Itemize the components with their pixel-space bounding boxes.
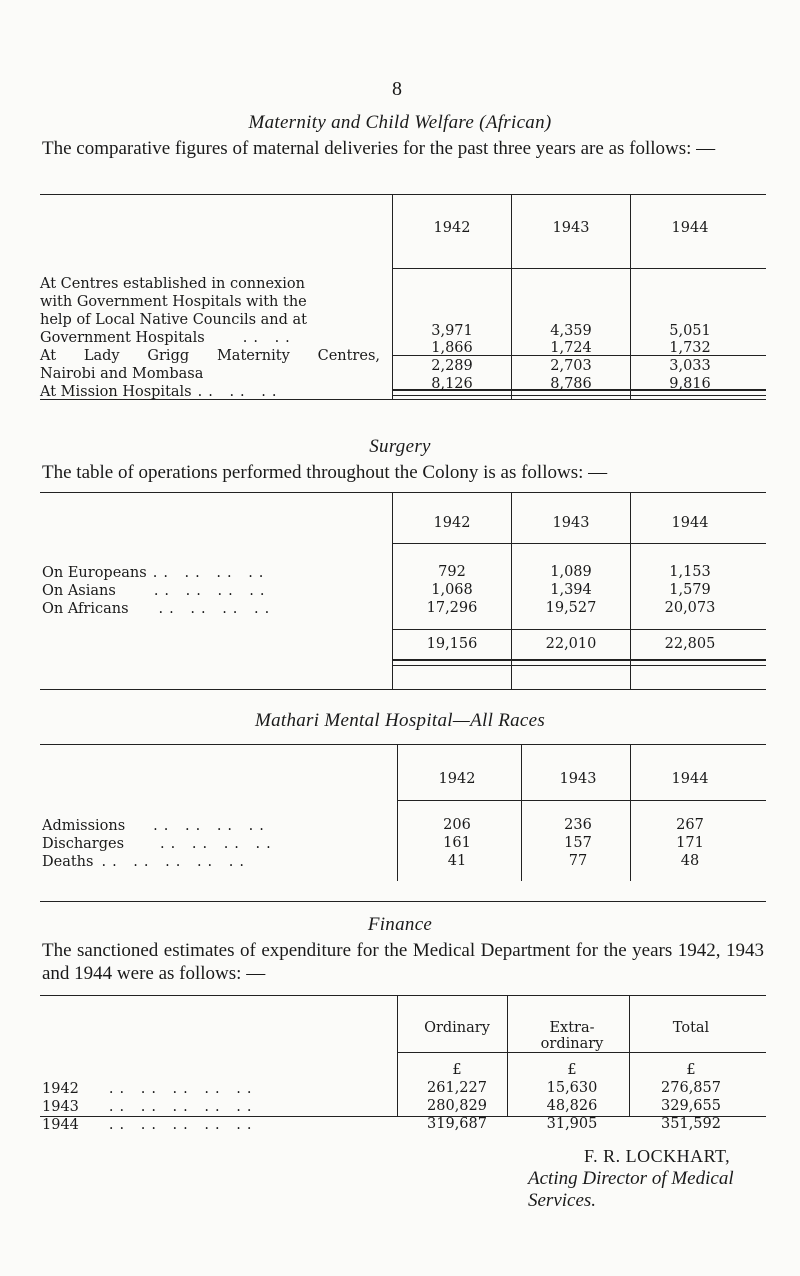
surgery-value: 17,296	[426, 600, 478, 616]
finance-value: 48,826	[546, 1098, 598, 1114]
finance-currency: £	[686, 1062, 696, 1078]
maternity-value: 4,359	[550, 323, 592, 339]
mathari-value: 48	[680, 853, 700, 869]
maternity-value: 2,703	[550, 358, 592, 374]
finance-value: 31,905	[546, 1116, 598, 1132]
finance-col-total: Total	[672, 1020, 710, 1036]
maternity-value: 1,724	[550, 340, 592, 356]
surgery-row-label: On Asians .. .. .. ..	[42, 583, 271, 599]
maternity-total: 8,786	[550, 376, 592, 392]
finance-value: 15,630	[546, 1080, 598, 1096]
surgery-value: 1,089	[550, 564, 592, 580]
mathari-value: 157	[564, 835, 592, 851]
surgery-value: 792	[438, 564, 466, 580]
mathari-year-1944: 1944	[671, 771, 709, 787]
mathari-value: 41	[447, 853, 467, 869]
mathari-value: 236	[564, 817, 592, 833]
mathari-year-1943: 1943	[559, 771, 597, 787]
finance-value: 319,687	[427, 1116, 487, 1132]
maternity-year-1943: 1943	[552, 220, 590, 236]
maternity-value: 5,051	[669, 323, 711, 339]
surgery-year-1942: 1942	[433, 515, 471, 531]
surgery-row-label: On Europeans .. .. .. ..	[42, 565, 270, 581]
maternity-total: 9,816	[669, 376, 711, 392]
maternity-value: 3,033	[669, 358, 711, 374]
surgery-total: 22,805	[664, 636, 716, 652]
surgery-total: 19,156	[426, 636, 478, 652]
surgery-value: 20,073	[664, 600, 716, 616]
mathari-heading: Mathari Mental Hospital—All Races	[254, 710, 546, 731]
surgery-total: 22,010	[545, 636, 597, 652]
surgery-year-1944: 1944	[671, 515, 709, 531]
finance-value: 351,592	[661, 1116, 721, 1132]
maternity-year-1944: 1944	[671, 220, 709, 236]
finance-value: 280,829	[427, 1098, 487, 1114]
mathari-row-label: Deaths .. .. .. .. ..	[42, 854, 250, 870]
signature-title: Acting Director of Medical Services.	[528, 1168, 734, 1211]
finance-row-label: 1943 .. .. .. .. ..	[42, 1099, 258, 1115]
surgery-value: 1,153	[669, 564, 711, 580]
finance-row-label: 1944 .. .. .. .. ..	[42, 1117, 258, 1133]
maternity-row-label: At Centres established in connexion with Government Hospitals with the help of Local Native Councils and at Government Hospitals .. .. At Lady Grigg Maternity Centres, Nairobi and Mombasa At Mission Hospitals .. .. ..	[40, 276, 380, 400]
finance-currency: £	[567, 1062, 577, 1078]
finance-currency: £	[452, 1062, 462, 1078]
mathari-value: 206	[443, 817, 471, 833]
mathari-row-label: Discharges .. .. .. ..	[42, 836, 277, 852]
mathari-value: 77	[568, 853, 588, 869]
mathari-value: 161	[443, 835, 471, 851]
finance-row-label: 1942 .. .. .. .. ..	[42, 1081, 258, 1097]
surgery-row-label: On Africans .. .. .. ..	[42, 601, 276, 617]
finance-intro: The sanctioned estimates of expenditure for the Medical Department for the years 1942, 1943 and 1944 were as follows: —	[42, 940, 764, 984]
maternity-intro: The comparative figures of maternal deliveries for the past three years are as follows: —	[42, 138, 716, 159]
surgery-value: 1,068	[431, 582, 473, 598]
finance-col-extraordinary: Extra- ordinary	[540, 1020, 604, 1052]
surgery-value: 19,527	[545, 600, 597, 616]
mathari-value: 267	[676, 817, 704, 833]
surgery-heading: Surgery	[369, 436, 431, 457]
finance-value: 276,857	[661, 1080, 721, 1096]
surgery-intro: The table of operations performed throughout the Colony is as follows: —	[42, 462, 608, 483]
maternity-heading: Maternity and Child Welfare (African)	[248, 112, 552, 133]
maternity-value: 2,289	[431, 358, 473, 374]
finance-col-ordinary: Ordinary	[424, 1020, 490, 1036]
maternity-value: 1,866	[431, 340, 473, 356]
finance-value: 329,655	[661, 1098, 721, 1114]
surgery-value: 1,579	[669, 582, 711, 598]
mathari-value: 171	[676, 835, 704, 851]
maternity-value: 3,971	[431, 323, 473, 339]
page-number: 8	[392, 78, 402, 100]
finance-heading: Finance	[367, 914, 433, 935]
mathari-year-1942: 1942	[438, 771, 476, 787]
surgery-value: 1,394	[550, 582, 592, 598]
surgery-year-1943: 1943	[552, 515, 590, 531]
maternity-year-1942: 1942	[433, 220, 471, 236]
finance-value: 261,227	[427, 1080, 487, 1096]
maternity-total: 8,126	[431, 376, 473, 392]
mathari-row-label: Admissions .. .. .. ..	[42, 818, 270, 834]
signature-name: F. R. LOCKHART,	[584, 1146, 731, 1166]
maternity-value: 1,732	[669, 340, 711, 356]
